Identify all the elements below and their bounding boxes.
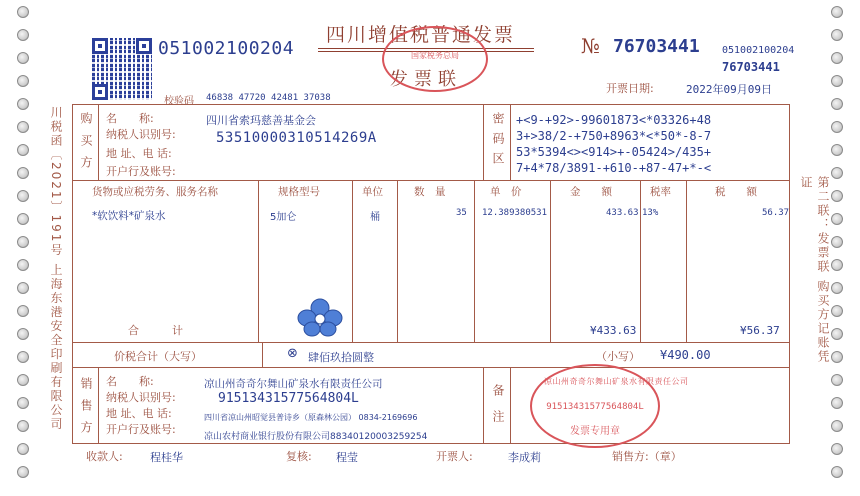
feed-hole [831,144,843,156]
feed-hole [17,121,29,133]
cipher-line: 7+4*78/3891-+610-+87-47+*-< [516,161,712,175]
feed-hole [17,236,29,248]
item-unit: 桶 [370,212,380,223]
feed-hole [17,305,29,317]
seller-bank-label: 开户行及账号: [106,423,176,436]
item-tax-rate: 13% [642,208,659,218]
feed-hole [831,98,843,110]
remark-label: 备注 [491,384,505,436]
col-line-price [474,180,475,342]
total-amount: ¥433.63 [590,324,637,337]
feed-hole [17,6,29,18]
feed-hole [831,52,843,64]
invoice-number: 76703441 [613,36,700,57]
buyer-address-label: 地 址、电 话: [106,147,172,160]
buyer-name-value: 四川省索玛慈善基金会 [206,114,316,127]
feed-hole [831,305,843,317]
seller-bank-value: 凉山农村商业银行股份有限公司88340120003259254 [204,432,428,442]
header-amount: 金 额 [570,186,612,198]
col-line-amount [550,180,551,342]
invoice-code-right: 051002100204 [722,45,795,56]
header-tax-amount: 税 额 [715,186,757,198]
header-quantity: 数 量 [414,186,446,198]
seller-name-value: 凉山州奇奇尔舞山矿泉水有限责任公司 [204,378,383,390]
feed-hole [831,374,843,386]
item-amount: 433.63 [606,208,639,218]
feed-hole [17,29,29,41]
drawer-label: 开票人: [436,450,473,463]
printer-side-text: 川税函〔2021〕191号 上海东港安全印刷有限公司 [49,106,63,432]
header-unit-price: 单 价 [490,186,522,198]
seller-tax-value: 91513431577564804L [218,391,359,406]
feed-hole [831,259,843,271]
feed-hole [17,351,29,363]
feed-hole [831,328,843,340]
feed-hole [17,420,29,432]
total-tax: ¥56.37 [740,324,780,337]
col-line-qty [397,180,398,342]
buyer-name-label: 名 称: [106,112,154,125]
cipher-line: 53*5394<><914>+-05424>/435+ [516,145,712,159]
col-line-tax [686,180,687,342]
invoice-number-right: 76703441 [722,60,780,74]
tax-bureau-stamp-text: 国家税务总局 [411,51,459,60]
feed-hole [17,259,29,271]
feed-hole [831,236,843,248]
seller-section-label: 销售方 [79,377,93,443]
tax-bureau-stamp [382,26,488,92]
line-remark-label [510,367,511,444]
seller-invoice-stamp [530,364,689,448]
invoice-title: 四川增值税普通发票 [326,24,516,46]
seller-sign-label: 销售方:（章） [612,450,682,463]
feed-hole [831,167,843,179]
cipher-label: 密码区 [491,112,505,172]
line-total-bottom [72,367,790,368]
feed-hole [17,466,29,478]
feed-hole [17,144,29,156]
cipher-block [516,112,711,176]
feed-hole [17,190,29,202]
review-label: 复核: [286,450,312,463]
drawer-value: 李成莉 [508,451,541,464]
feed-hole [17,213,29,225]
header-spec: 规格型号 [278,186,320,198]
buyer-section-label: 购买方 [79,112,93,178]
payee-label: 收款人: [86,450,123,463]
feed-hole [17,167,29,179]
buyer-tax-label: 纳税人识别号: [106,128,176,141]
invoice-subtitle: 发票联 [390,69,462,90]
date-value: 2022年09月09日 [686,83,772,96]
right-feed-holes [830,6,844,494]
check-code-value: 46838 47720 42481 37038 [206,93,331,103]
col-line-rate [640,180,641,342]
feed-hole [17,397,29,409]
line-cipher-left [483,104,484,180]
seller-stamp-ring-text: 凉山州奇奇尔舞山矿泉水有限责任公司 [544,377,689,386]
feed-hole [831,213,843,225]
invoice-code-left: 051002100204 [158,38,295,59]
feed-hole [831,282,843,294]
copy-side-text: 第二联：发票联 购买方记账凭证 [799,176,830,364]
line-remark-left [483,367,484,444]
total-row-label: 合 计 [128,324,183,337]
item-unit-price: 12.389380531 [482,208,548,218]
line-seller-section [98,367,99,444]
grand-total-small-value: ¥490.00 [660,348,711,362]
feed-hole [17,374,29,386]
feed-hole [17,52,29,64]
item-spec: 5加仑 [270,212,297,223]
line-cipher-label [510,104,511,180]
seller-stamp-bottom-text: 发票专用章 [570,426,620,437]
grand-total-label: 价税合计（大写） [114,350,202,363]
feed-hole [831,466,843,478]
header-unit: 单位 [362,186,383,198]
seller-address-label: 地 址、电 话: [106,407,172,420]
item-name: *软饮料*矿泉水 [92,210,166,222]
qr-code [92,38,152,100]
col-line-unit [352,180,353,342]
seller-address-value: 四川省凉山州昭觉县普诗乡（原森林公园） 0834-2169696 [204,413,418,422]
feed-hole [831,6,843,18]
seller-stamp-tax-id: 91513431577564804L [546,402,644,412]
line-buyer-section [98,104,99,180]
feed-hole [831,420,843,432]
feed-hole [17,328,29,340]
feed-hole [17,75,29,87]
header-tax-rate: 税率 [650,186,671,198]
feed-hole [831,351,843,363]
feed-hole [17,98,29,110]
date-label: 开票日期: [606,82,654,95]
number-symbol: № [581,34,600,58]
line-buyer-bottom [72,180,790,181]
feed-hole [17,443,29,455]
feed-hole [17,282,29,294]
review-value: 程莹 [336,451,358,464]
line-items-bottom [72,342,790,343]
header-item-name: 货物或应税劳务、服务名称 [92,186,218,198]
seller-name-label: 名 称: [106,375,154,388]
line-total-split [262,342,263,367]
buyer-bank-label: 开户行及账号: [106,165,176,178]
check-code-label: 校验码 [164,96,194,107]
flower-emblem-icon [290,298,350,338]
grand-total-small-label: （小写） [596,350,640,363]
feed-hole [831,29,843,41]
feed-hole [831,75,843,87]
feed-hole [831,190,843,202]
cipher-line: 3+>38/2-+750+8963*<*50*-8-7 [516,129,712,143]
seller-tax-label: 纳税人识别号: [106,391,176,404]
col-line-spec [258,180,259,342]
feed-hole [831,397,843,409]
buyer-tax-value: 53510000310514269A [216,130,377,146]
cipher-line: +<9-+92>-99601873<*03326+48 [516,113,712,127]
grand-total-upper: 肆佰玖拾圆整 [308,351,374,364]
feed-hole [831,121,843,133]
feed-hole [831,443,843,455]
cross-circle-icon: ⊗ [287,346,298,361]
item-tax-amount: 56.37 [762,208,790,218]
payee-value: 程桂华 [150,451,183,464]
left-feed-holes [16,6,30,494]
item-quantity: 35 [456,208,467,218]
